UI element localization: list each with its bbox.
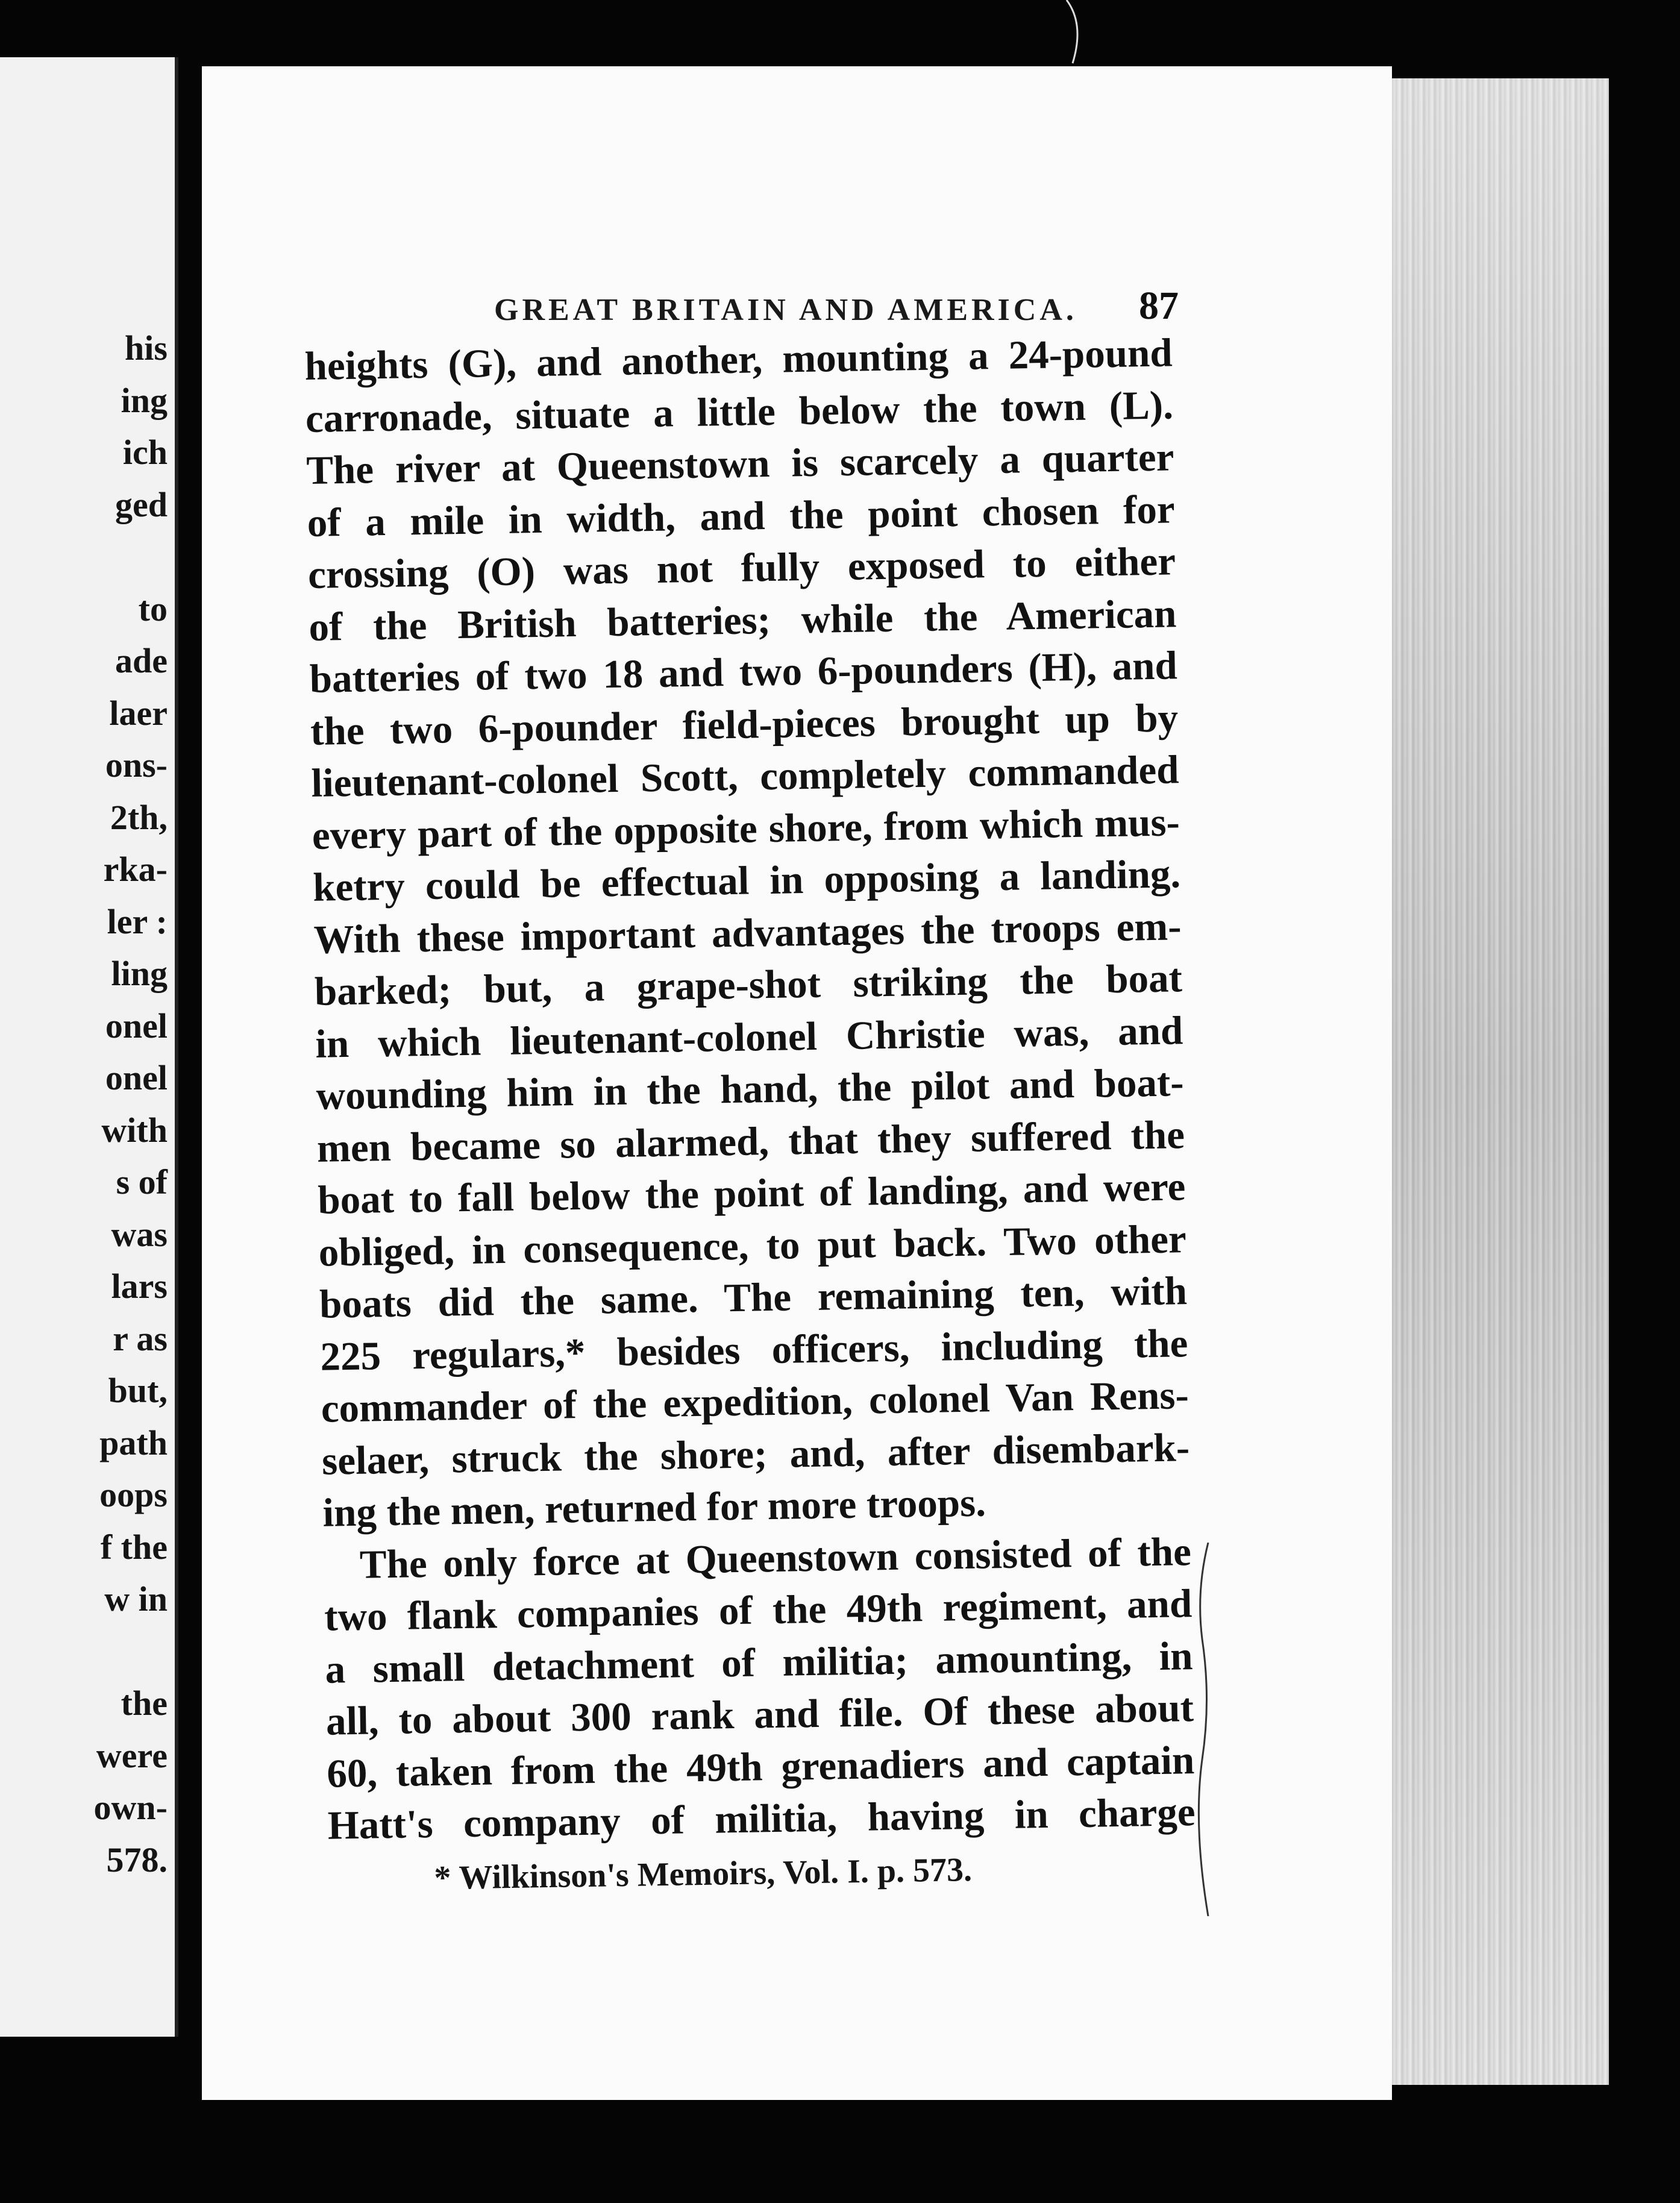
text-line: ing the men, returned for more troops. xyxy=(322,1480,986,1535)
left-page-fragment xyxy=(11,531,168,583)
text-line: boats did the same. The remaining ten, with xyxy=(319,1268,1188,1327)
left-page-fragment: lars xyxy=(111,1267,168,1306)
left-page-fragment: s of xyxy=(116,1162,168,1202)
left-page-fragment: ons- xyxy=(105,745,168,785)
left-page-fragment: with xyxy=(101,1110,168,1150)
text-line: crossing (O) was not fully exposed to either xyxy=(307,539,1176,597)
text-line: heights (G), and another, mounting a 24-pound xyxy=(304,330,1173,389)
text-line: selaer, struck the shore; and, after disembark- xyxy=(321,1424,1190,1484)
text-line: The only force at Queenstown consisted of the xyxy=(359,1529,1192,1587)
text-line: of a mile in width, and the point chosen for xyxy=(307,486,1176,545)
left-page-fragment: ling xyxy=(111,954,168,993)
left-page-fragment: 2th, xyxy=(110,797,168,837)
left-page-fragment: own- xyxy=(93,1788,168,1827)
left-page-fragment: 578. xyxy=(106,1840,168,1879)
pencil-margin-bracket xyxy=(1184,1543,1220,1916)
page-number: 87 xyxy=(1139,284,1179,328)
text-line: the two 6-pounder field-pieces brought up by xyxy=(310,695,1179,754)
left-page-fragment: ler : xyxy=(107,901,168,941)
text-line: obliged, in consequence, to put back. Two other xyxy=(318,1216,1187,1275)
left-page-fragment: w in xyxy=(104,1579,168,1619)
text-line: of the British batteries; while the American xyxy=(308,591,1177,650)
left-page-text-fragments xyxy=(11,322,168,1886)
left-page-fragment: his xyxy=(125,328,168,368)
left-page-fragment: ade xyxy=(115,641,168,680)
text-line: 60, taken from the 49th grenadiers and captain xyxy=(326,1737,1195,1796)
text-line: lieutenant-colonel Scott, completely commanded xyxy=(310,747,1179,806)
scan-artifact-curve xyxy=(1061,0,1097,66)
left-page-fragment: but, xyxy=(108,1371,168,1410)
text-line: batteries of two 18 and two 6-pounders (H), and xyxy=(309,643,1178,701)
text-line: boat to fall below the point of landing, and were xyxy=(317,1164,1186,1223)
text-line: commander of the expedition, colonel Van Rens- xyxy=(321,1373,1189,1431)
footnote: * Wilkinson's Memoirs, Vol. I. p. 573. xyxy=(434,1850,973,1897)
text-line: every part of the opposite shore, from which mus- xyxy=(312,799,1180,858)
left-page-fragment: laer xyxy=(109,693,168,733)
left-page-fragment: onel xyxy=(105,1058,168,1097)
text-line: wounding him in the hand, the pilot and boat- xyxy=(316,1060,1185,1118)
left-page-fragment: the xyxy=(121,1684,168,1723)
text-line: all, to about 300 rank and file. Of these about xyxy=(325,1685,1194,1744)
text-line: The river at Queenstown is scarcely a quarter xyxy=(306,434,1174,493)
text-line: men became so alarmed, that they suffered the xyxy=(316,1112,1185,1171)
body-text xyxy=(304,327,1196,1852)
left-page-fragment xyxy=(11,1626,168,1678)
left-page-fragment: to xyxy=(138,589,168,628)
left-page-fragment: ich xyxy=(122,433,168,472)
text-line: ketry could be effectual in opposing a landing. xyxy=(312,851,1181,910)
text-line: With these important advantages the troops em- xyxy=(313,903,1182,962)
page-edges-stack xyxy=(1386,78,1609,2085)
text-line: a small detachment of militia; amounting, in xyxy=(325,1633,1194,1692)
text-line: barked; but, a grape-shot striking the boat xyxy=(314,956,1183,1014)
left-page-fragment: f the xyxy=(100,1527,168,1567)
left-page-fragment: path xyxy=(99,1423,168,1462)
text-line: in which lieutenant-colonel Christie was, and xyxy=(315,1007,1183,1067)
running-head: GREAT BRITAIN AND AMERICA. xyxy=(494,293,1077,327)
left-page-fragment: was xyxy=(111,1214,168,1254)
left-page-fragment: ged xyxy=(115,484,168,524)
left-page-fragment: r as xyxy=(113,1318,168,1358)
left-facing-page xyxy=(0,57,178,2037)
left-page-fragment: rka- xyxy=(103,850,168,889)
text-line: carronade, situate a little below the town (L). xyxy=(305,382,1174,441)
left-page-fragment: were xyxy=(96,1735,168,1775)
text-line: 225 regulars,* besides officers, including the xyxy=(319,1320,1188,1379)
text-line: Hatt's company of militia, having in charge xyxy=(327,1790,1196,1848)
left-page-fragment: ing xyxy=(121,380,168,420)
left-page-fragment: oops xyxy=(99,1475,168,1514)
text-line: two flank companies of the 49th regiment, and xyxy=(324,1581,1193,1640)
left-page-fragment: onel xyxy=(105,1006,168,1045)
